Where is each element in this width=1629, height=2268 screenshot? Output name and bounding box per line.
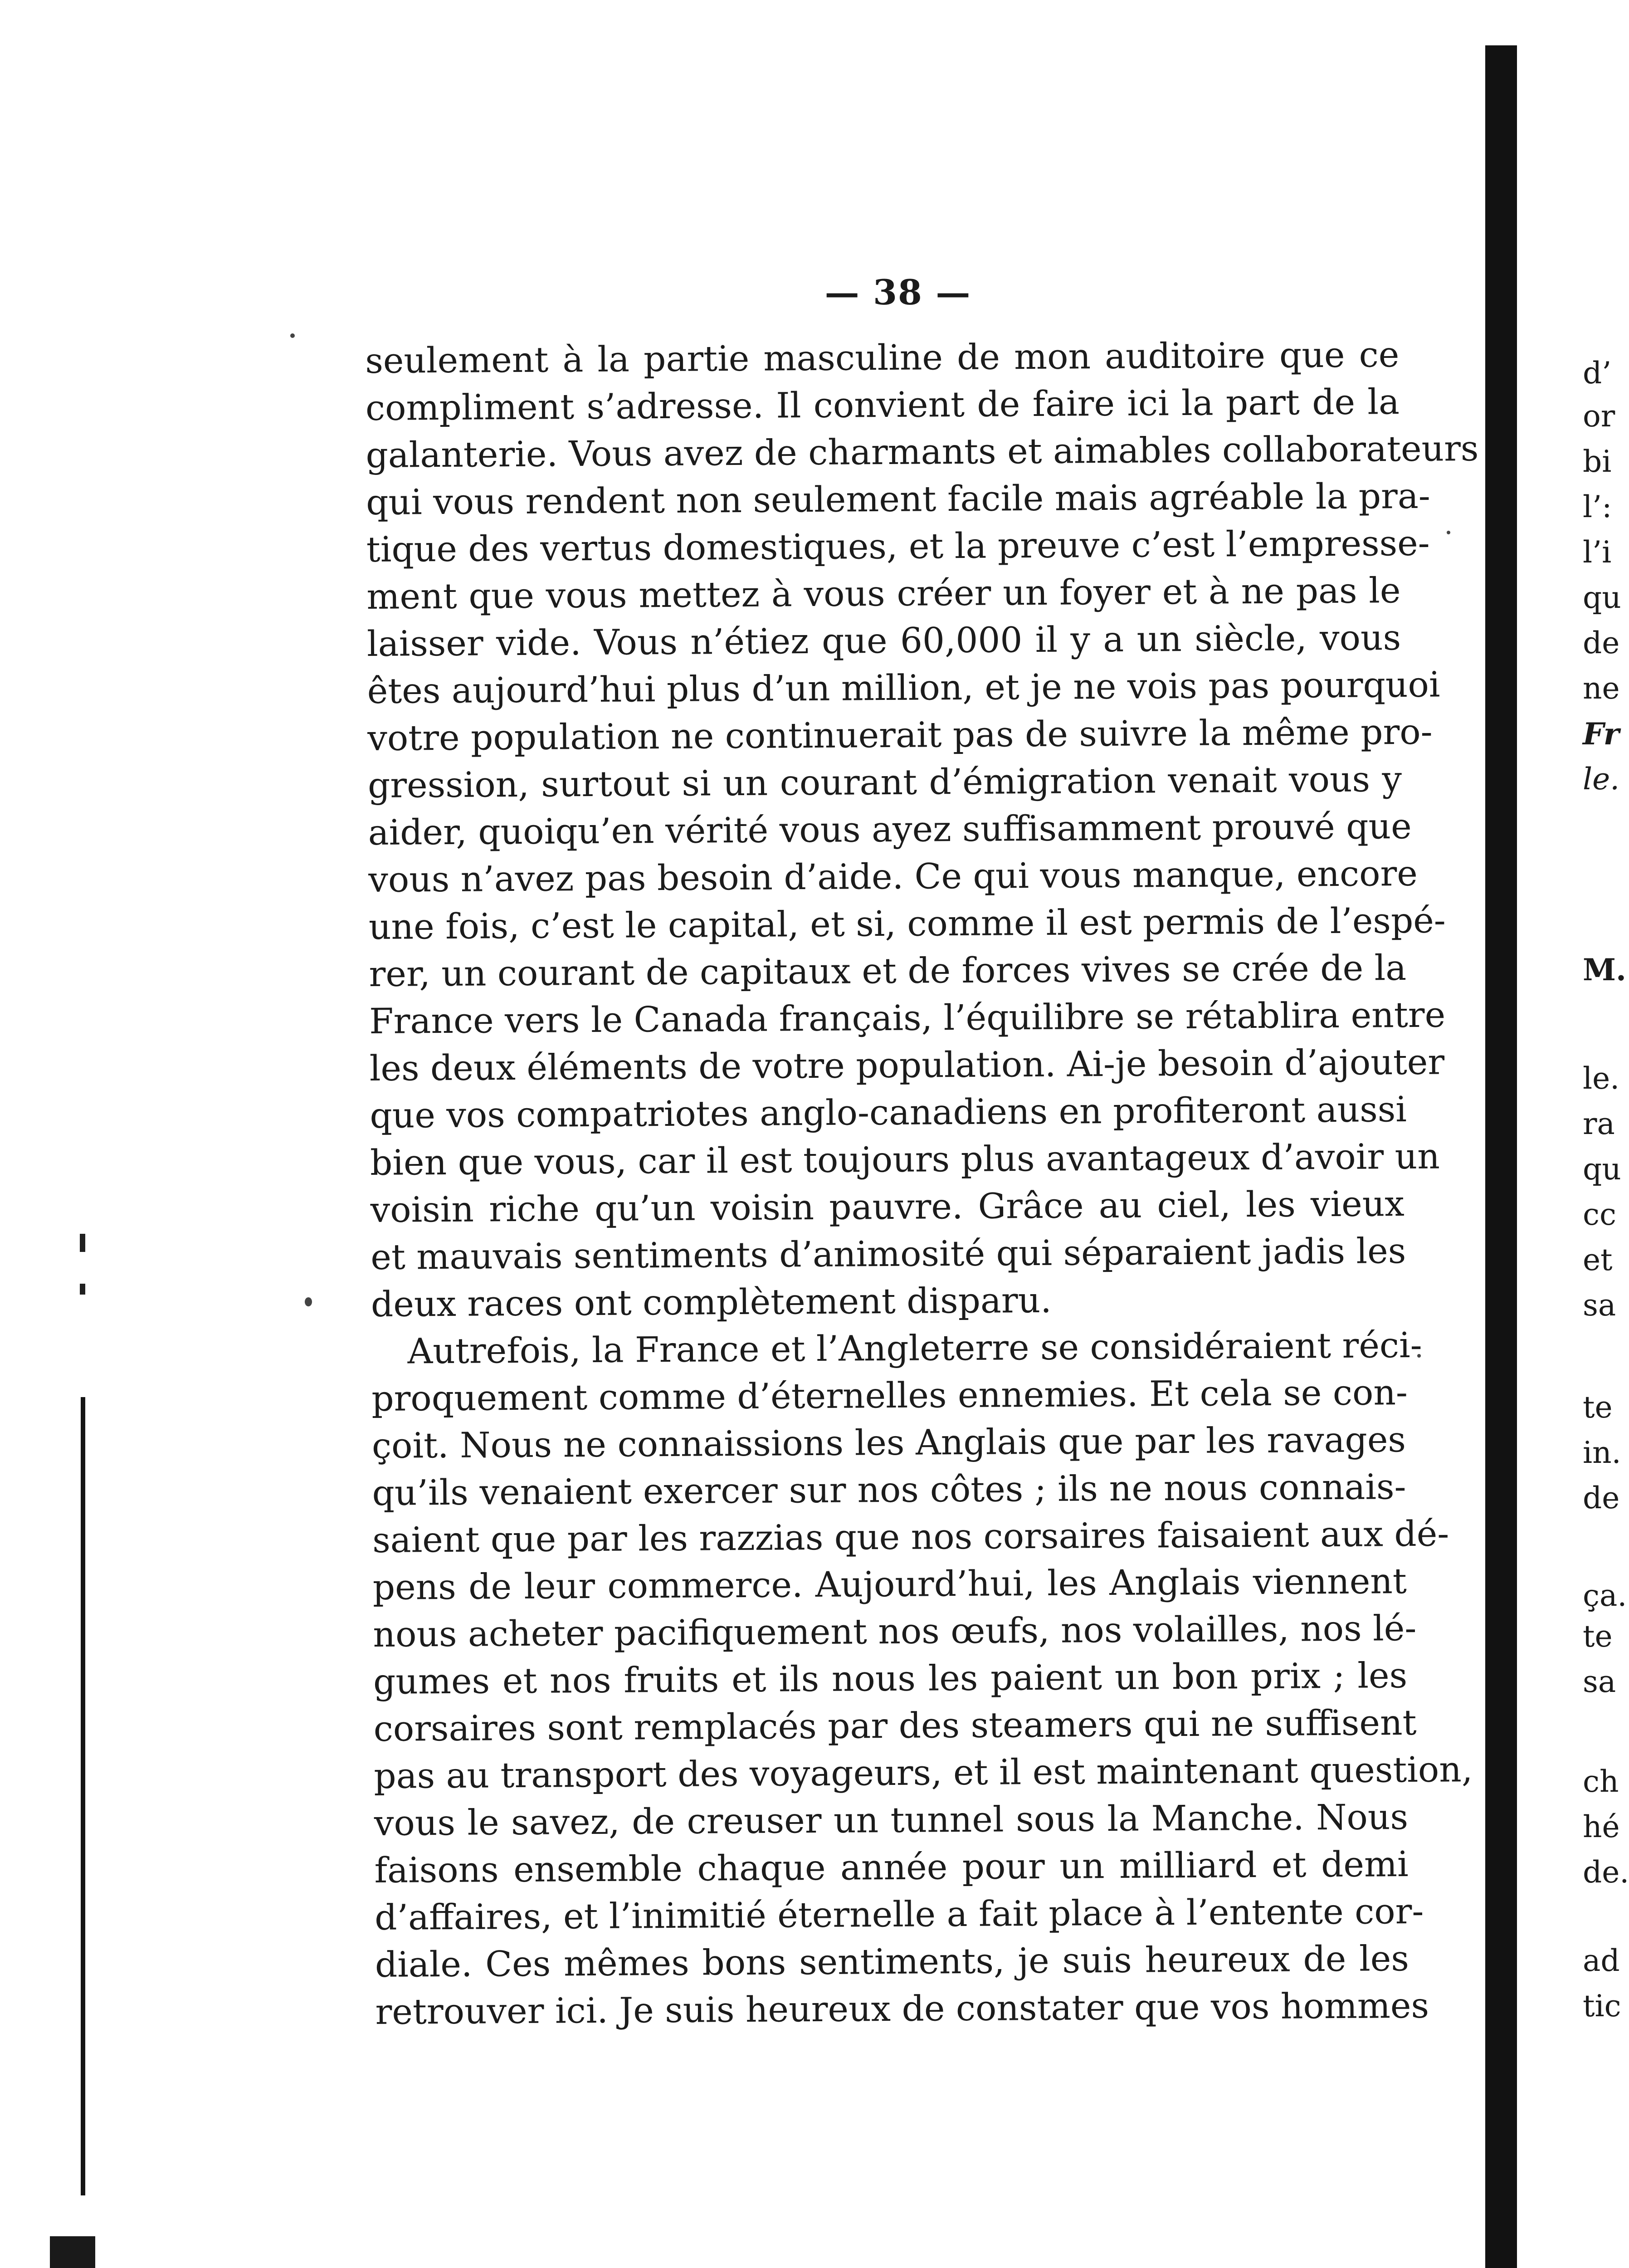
text-line: deux races ont complètement disparu. [371,1280,1052,1325]
neighbor-fragment: M. [1583,952,1627,987]
neighbor-fragment: le. [1583,1061,1620,1096]
text-line: nous acheter pacifiquement nos œufs, nos volailles, nos lé- [373,1608,1417,1655]
text-line: aider, quoiqu’en vérité vous ayez suffisamment prouvé que [368,806,1412,853]
neighbor-fragment: bi [1583,444,1612,479]
neighbor-fragment: l’: [1583,489,1612,524]
text-line: qu’ils venaient exercer sur nos côtes ; ils ne nous connais- [372,1467,1406,1514]
text-line: vous n’avez pas besoin d’aide. Ce qui vous manque, encore [368,853,1418,900]
text-line: diale. Ces mêmes bons sentiments, je suis heureux de les [375,1939,1410,1985]
neighbor-page-edge [1583,0,1629,2268]
text-line: çoit. Nous ne connaissions les Anglais que par les ravages [371,1420,1406,1466]
page-number: — 38 — [824,272,971,313]
text-line: votre population ne continuerait pas de suivre la même pro- [367,712,1433,759]
neighbor-fragment: hé [1583,1809,1620,1844]
neighbor-fragment: qu [1583,580,1621,615]
neighbor-fragment: ad [1583,1943,1620,1978]
neighbor-fragment: et [1583,1242,1613,1277]
text-line: France vers le Canada français, l’équilibre se rétablira entre [369,995,1446,1042]
print-speck [1447,531,1450,534]
neighbor-fragment: te [1583,1390,1613,1425]
neighbor-fragment: de [1583,626,1620,660]
neighbor-fragment: de. [1583,1855,1629,1890]
text-line: les deux éléments de votre population. Ai-je besoin d’ajouter [369,1042,1445,1089]
neighbor-fragment: qu [1583,1152,1621,1187]
text-line: vous le savez, de creuser un tunnel sous la Manche. Nous [374,1797,1409,1844]
neighbor-fragment: le. [1583,762,1620,797]
neighbor-fragment: or [1583,399,1615,434]
text-line: Autrefois, la France et l’Angleterre se considéraient réci- [407,1325,1422,1372]
text-line: laisser vide. Vous n’étiez que 60,000 il y a un siècle, vous [366,618,1401,665]
left-gutter [0,0,27,2268]
text-line: compliment s’adresse. Il convient de faire ici la part de la [365,382,1400,429]
text-line: bien que vous, car il est toujours plus avantageux d’avoir un [370,1136,1440,1183]
neighbor-fragment: ne [1583,671,1620,706]
neighbor-fragment: te [1583,1619,1613,1654]
text-line: qui vous rendent non seulement facile mais agréable la pra- [366,476,1431,523]
left-margin-rule [81,1397,85,2195]
neighbor-fragment: d’ [1583,356,1612,391]
text-line: corsaires sont remplacés par des steamers qui ne suffisent [373,1702,1417,1750]
text-line: retrouver ici. Je suis heureux de constater que vos hommes [375,1985,1429,2033]
neighbor-fragment: ch [1583,1764,1619,1799]
body-text [365,332,1479,2036]
text-line: galanterie. Vous avez de charmants et aimables collaborateurs [366,429,1479,476]
text-line: pas au transport des voyageurs, et il est maintenant question, [374,1750,1473,1797]
print-speck [305,1297,312,1306]
print-speck [290,333,295,338]
book-spine-shadow [1485,45,1517,2268]
neighbor-fragment: tic [1583,1989,1621,2024]
text-line: saient que par les razzias que nos corsaires faisaient aux dé- [372,1514,1449,1561]
neighbor-fragment: l’i [1583,535,1612,570]
text-line: voisin riche qu’un voisin pauvre. Grâce au ciel, les vieux [370,1184,1405,1231]
text-line: seulement à la partie masculine de mon auditoire que ce [365,335,1400,381]
text-line: tique des vertus domestiques, et la preuve c’est l’empresse- [366,523,1430,570]
text-line: pens de leur commerce. Aujourd’hui, les Anglais viennent [372,1561,1407,1608]
text-line: êtes aujourd’hui plus d’un million, et je ne vois pas pourquoi [367,665,1440,712]
neighbor-fragment: sa [1583,1664,1616,1699]
neighbor-fragment: de [1583,1481,1620,1515]
text-line: faisons ensemble chaque année pour un milliard et demi [374,1844,1409,1891]
text-line: rer, un courant de capitaux et de forces vives se crée de la [369,948,1407,995]
left-margin-tick [80,1234,85,1252]
left-margin-tick [80,1284,85,1295]
neighbor-fragment: in. [1583,1435,1621,1470]
text-line: une fois, c’est le capital, et si, comme il est permis de l’espé- [368,900,1446,948]
text-line: gression, surtout si un courant d’émigration venait vous y [367,759,1402,806]
text-line: d’affaires, et l’inimitié éternelle a fait place à l’entente cor- [375,1891,1424,1938]
text-line: et mauvais sentiments d’animosité qui séparaient jadis les [371,1231,1406,1278]
neighbor-fragment: ra [1583,1106,1615,1141]
left-margin-smudge [50,2236,95,2268]
text-line: que vos compatriotes anglo-canadiens en profiteront aussi [370,1090,1407,1136]
text-line: proquement comme d’éternelles ennemies. Et cela se con- [371,1373,1408,1419]
neighbor-fragment: ça. [1583,1578,1627,1613]
text-line: ment que vous mettez à vous créer un foyer et à ne pas le [366,571,1401,617]
neighbor-fragment: Fr [1583,716,1619,752]
neighbor-fragment: sa [1583,1288,1616,1323]
text-line: gumes et nos fruits et ils nous les paient un bon prix ; les [373,1656,1408,1702]
neighbor-fragment: cc [1583,1197,1616,1232]
